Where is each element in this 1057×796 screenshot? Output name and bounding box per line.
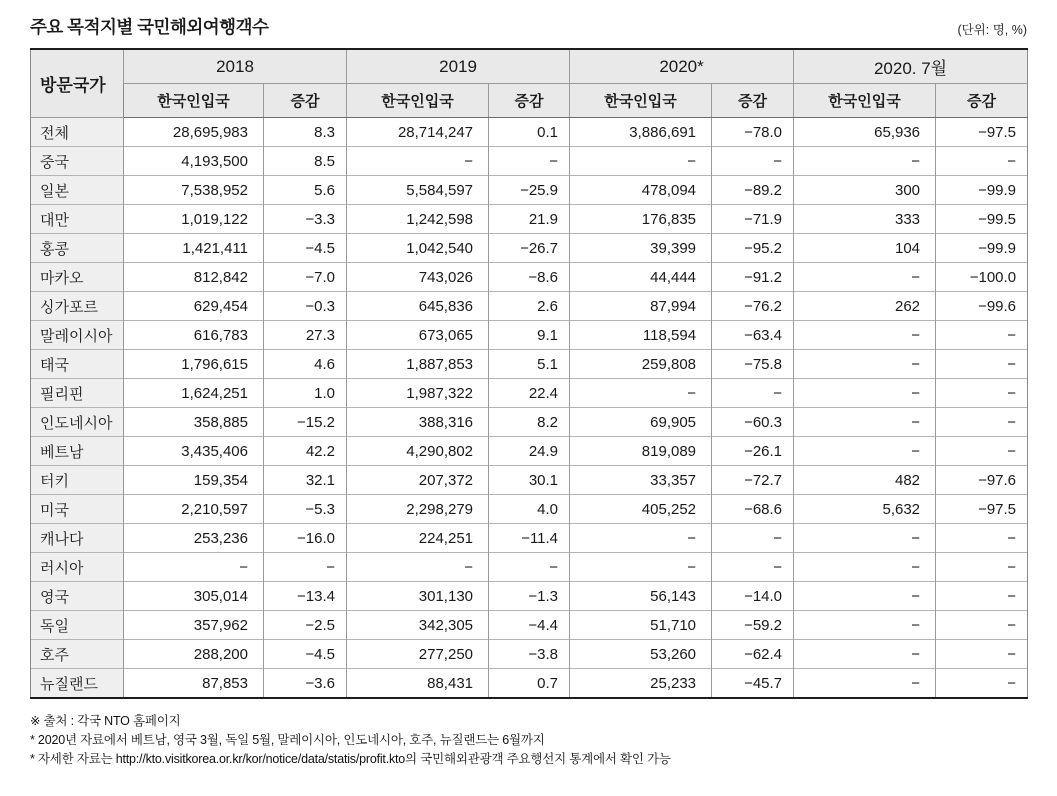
change-cell: − [712,379,794,408]
arrivals-cell: 7,538,952 [124,176,264,205]
arrivals-cell: 224,251 [347,524,489,553]
change-cell: −95.2 [712,234,794,263]
arrivals-cell: − [570,524,712,553]
footnote-data-coverage: * 2020년 자료에서 베트남, 영국 3월, 독일 5월, 말레이시아, 인도네시아, 호주, 뉴질랜드는 6월까지 [30,733,545,747]
change-cell: −91.2 [712,263,794,292]
table-row [31,495,1028,524]
arrivals-cell: 1,421,411 [124,234,264,263]
country-cell: 필리핀 [31,379,124,408]
change-cell: −25.9 [489,176,570,205]
arrivals-cell: 259,808 [570,350,712,379]
change-cell: −14.0 [712,582,794,611]
change-cell: −97.6 [936,466,1028,495]
change-cell: − [712,147,794,176]
change-cell: − [936,553,1028,582]
arrivals-cell: 56,143 [570,582,712,611]
country-cell: 말레이시아 [31,321,124,350]
change-cell: 4.6 [264,350,347,379]
arrivals-cell: 301,130 [347,582,489,611]
footnotes [30,712,1027,769]
change-cell: 5.1 [489,350,570,379]
sub-header-arrivals: 한국인입국 [794,84,936,118]
change-cell: 0.1 [489,118,570,147]
arrivals-cell: 33,357 [570,466,712,495]
sub-header-arrivals: 한국인입국 [570,84,712,118]
arrivals-cell: − [570,379,712,408]
table-row [31,234,1028,263]
change-cell: − [489,147,570,176]
change-cell: − [489,553,570,582]
arrivals-cell: 300 [794,176,936,205]
change-cell: 32.1 [264,466,347,495]
change-cell: 8.2 [489,408,570,437]
arrivals-cell: 3,435,406 [124,437,264,466]
sub-header-change: 증감 [489,84,570,118]
arrivals-cell: 51,710 [570,611,712,640]
arrivals-cell: 118,594 [570,321,712,350]
change-cell: −59.2 [712,611,794,640]
arrivals-cell: 616,783 [124,321,264,350]
arrivals-cell: 388,316 [347,408,489,437]
table-header-row [30,14,1027,39]
change-cell: −3.8 [489,640,570,669]
arrivals-cell: − [794,321,936,350]
year-header-2019: 2019 [347,49,570,84]
change-cell: − [936,350,1028,379]
change-cell: −75.8 [712,350,794,379]
change-cell: − [936,437,1028,466]
arrivals-cell: − [794,437,936,466]
country-cell: 전체 [31,118,124,147]
arrivals-cell: 645,836 [347,292,489,321]
table-row [31,263,1028,292]
arrivals-cell: − [794,640,936,669]
table-row [31,640,1028,669]
arrivals-cell: 812,842 [124,263,264,292]
table-row [31,205,1028,234]
year-header-2020-july: 2020. 7월 [794,49,1028,84]
change-cell: −1.3 [489,582,570,611]
table-row [31,408,1028,437]
change-cell: −68.6 [712,495,794,524]
arrivals-cell: 1,242,598 [347,205,489,234]
arrivals-cell: − [794,263,936,292]
change-cell: −97.5 [936,118,1028,147]
change-cell: −16.0 [264,524,347,553]
page-title: 주요 목적지별 국민해외여행객수 [30,17,269,37]
arrivals-cell: − [794,379,936,408]
change-cell: −4.5 [264,640,347,669]
table-row [31,176,1028,205]
table-row [31,350,1028,379]
table-row [31,669,1028,699]
country-cell: 캐나다 [31,524,124,553]
arrivals-cell: 478,094 [570,176,712,205]
arrivals-cell: − [570,147,712,176]
change-cell: 1.0 [264,379,347,408]
change-cell: 8.5 [264,147,347,176]
change-cell: 21.9 [489,205,570,234]
arrivals-cell: 28,714,247 [347,118,489,147]
corner-header: 방문국가 [31,49,124,118]
country-cell: 홍콩 [31,234,124,263]
change-cell: −4.5 [264,234,347,263]
arrivals-cell: 819,089 [570,437,712,466]
country-cell: 미국 [31,495,124,524]
change-cell: 5.6 [264,176,347,205]
change-cell: −26.1 [712,437,794,466]
arrivals-cell: 253,236 [124,524,264,553]
change-cell: − [936,640,1028,669]
sub-header-change: 증감 [936,84,1028,118]
arrivals-cell: 1,887,853 [347,350,489,379]
country-cell: 일본 [31,176,124,205]
arrivals-cell: − [794,582,936,611]
arrivals-cell: 1,019,122 [124,205,264,234]
change-cell: −7.0 [264,263,347,292]
arrivals-cell: 1,624,251 [124,379,264,408]
arrivals-cell: 159,354 [124,466,264,495]
arrivals-cell: 28,695,983 [124,118,264,147]
arrivals-cell: 262 [794,292,936,321]
country-cell: 중국 [31,147,124,176]
sub-header-row [31,84,1028,118]
year-header-2018: 2018 [124,49,347,84]
country-cell: 영국 [31,582,124,611]
arrivals-cell: 357,962 [124,611,264,640]
arrivals-cell: 3,886,691 [570,118,712,147]
change-cell: −99.9 [936,234,1028,263]
change-cell: −26.7 [489,234,570,263]
arrivals-cell: 673,065 [347,321,489,350]
arrivals-cell: 277,250 [347,640,489,669]
country-cell: 독일 [31,611,124,640]
change-cell: −78.0 [712,118,794,147]
arrivals-cell: 39,399 [570,234,712,263]
change-cell: −72.7 [712,466,794,495]
arrivals-cell: − [794,147,936,176]
sub-header-arrivals: 한국인입국 [347,84,489,118]
change-cell: − [936,379,1028,408]
change-cell: −60.3 [712,408,794,437]
arrivals-cell: 88,431 [347,669,489,699]
table-row [31,321,1028,350]
table-row [31,292,1028,321]
table-row [31,379,1028,408]
change-cell: −76.2 [712,292,794,321]
change-cell: 27.3 [264,321,347,350]
country-cell: 싱가포르 [31,292,124,321]
change-cell: − [936,147,1028,176]
arrivals-cell: 5,632 [794,495,936,524]
arrivals-cell: 629,454 [124,292,264,321]
arrivals-cell: − [347,147,489,176]
arrivals-cell: 44,444 [570,263,712,292]
table-row [31,582,1028,611]
country-cell: 태국 [31,350,124,379]
country-cell: 대만 [31,205,124,234]
change-cell: −13.4 [264,582,347,611]
arrivals-cell: − [794,553,936,582]
arrivals-cell: 104 [794,234,936,263]
change-cell: − [264,553,347,582]
country-cell: 호주 [31,640,124,669]
arrivals-cell: 333 [794,205,936,234]
arrivals-cell: 305,014 [124,582,264,611]
change-cell: − [712,553,794,582]
change-cell: − [936,669,1028,699]
arrivals-cell: 207,372 [347,466,489,495]
country-cell: 베트남 [31,437,124,466]
table-row [31,147,1028,176]
change-cell: −3.3 [264,205,347,234]
arrivals-cell: 4,290,802 [347,437,489,466]
arrivals-cell: − [794,669,936,699]
change-cell: −4.4 [489,611,570,640]
sub-header-arrivals: 한국인입국 [124,84,264,118]
country-cell: 마카오 [31,263,124,292]
arrivals-cell: 1,796,615 [124,350,264,379]
arrivals-cell: − [794,408,936,437]
arrivals-cell: 2,210,597 [124,495,264,524]
arrivals-cell: − [124,553,264,582]
arrivals-cell: 69,905 [570,408,712,437]
change-cell: 0.7 [489,669,570,699]
arrivals-cell: 482 [794,466,936,495]
change-cell: −99.6 [936,292,1028,321]
footnote-source: ※ 출처 : 각국 NTO 홈페이지 [30,714,181,728]
arrivals-cell: 405,252 [570,495,712,524]
footnote-more-info: * 자세한 자료는 http://kto.visitkorea.or.kr/kor/notice/data/statis/profit.kto의 국민해외관광객 주요행선지 통계에서 확인 가능 [30,752,671,766]
change-cell: 24.9 [489,437,570,466]
arrivals-cell: 5,584,597 [347,176,489,205]
change-cell: − [712,524,794,553]
arrivals-cell: 87,853 [124,669,264,699]
arrivals-cell: 87,994 [570,292,712,321]
year-header-row [31,49,1028,84]
country-cell: 뉴질랜드 [31,669,124,699]
change-cell: − [936,611,1028,640]
change-cell: −8.6 [489,263,570,292]
change-cell: − [936,408,1028,437]
arrivals-cell: − [347,553,489,582]
arrivals-cell: 25,233 [570,669,712,699]
change-cell: −97.5 [936,495,1028,524]
arrivals-cell: 1,987,322 [347,379,489,408]
arrivals-cell: 2,298,279 [347,495,489,524]
year-header-2020: 2020* [570,49,794,84]
travelers-table [30,48,1028,699]
change-cell: 22.4 [489,379,570,408]
arrivals-cell: 176,835 [570,205,712,234]
change-cell: 4.0 [489,495,570,524]
arrivals-cell: 4,193,500 [124,147,264,176]
arrivals-cell: 358,885 [124,408,264,437]
change-cell: −100.0 [936,263,1028,292]
change-cell: 8.3 [264,118,347,147]
change-cell: −45.7 [712,669,794,699]
unit-label: (단위: 명, %) [957,23,1027,37]
table-row [31,466,1028,495]
change-cell: 42.2 [264,437,347,466]
change-cell: −99.5 [936,205,1028,234]
change-cell: 9.1 [489,321,570,350]
arrivals-cell: − [794,350,936,379]
change-cell: 30.1 [489,466,570,495]
country-cell: 터키 [31,466,124,495]
change-cell: − [936,582,1028,611]
country-cell: 인도네시아 [31,408,124,437]
arrivals-cell: 743,026 [347,263,489,292]
sub-header-change: 증감 [712,84,794,118]
arrivals-cell: 65,936 [794,118,936,147]
table-row [31,524,1028,553]
change-cell: − [936,524,1028,553]
change-cell: −3.6 [264,669,347,699]
change-cell: −71.9 [712,205,794,234]
change-cell: −0.3 [264,292,347,321]
arrivals-cell: 342,305 [347,611,489,640]
arrivals-cell: − [794,611,936,640]
table-row [31,611,1028,640]
arrivals-cell: − [794,524,936,553]
change-cell: −63.4 [712,321,794,350]
change-cell: 2.6 [489,292,570,321]
change-cell: −5.3 [264,495,347,524]
arrivals-cell: 288,200 [124,640,264,669]
arrivals-cell: − [570,553,712,582]
change-cell: − [936,321,1028,350]
country-cell: 러시아 [31,553,124,582]
change-cell: −89.2 [712,176,794,205]
sub-header-change: 증감 [264,84,347,118]
arrivals-cell: 53,260 [570,640,712,669]
table-row [31,553,1028,582]
change-cell: −2.5 [264,611,347,640]
change-cell: −99.9 [936,176,1028,205]
table-head [31,49,1028,118]
table-body [31,118,1028,699]
change-cell: −11.4 [489,524,570,553]
change-cell: −15.2 [264,408,347,437]
table-row [31,437,1028,466]
arrivals-cell: 1,042,540 [347,234,489,263]
table-row [31,118,1028,147]
change-cell: −62.4 [712,640,794,669]
